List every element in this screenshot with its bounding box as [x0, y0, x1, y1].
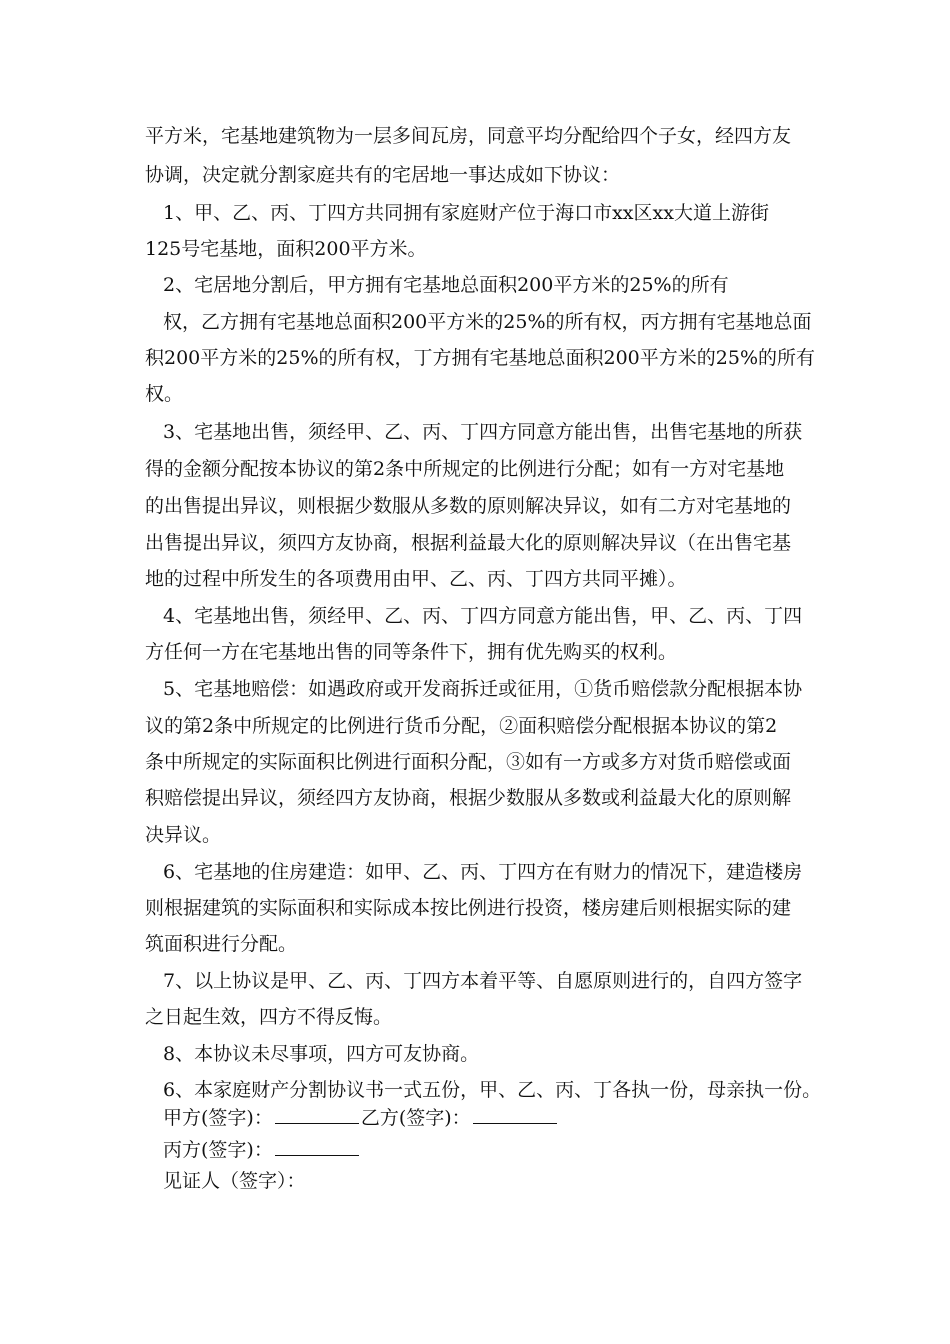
clause-6-line: 6、宅基地的住房建造：如甲、乙、丙、丁四方在有财力的情况下，建造楼房: [163, 861, 803, 883]
clause-4-line: 4、宅基地出售，须经甲、乙、丙、丁四方同意方能出售，甲、乙、丙、丁四: [163, 605, 803, 627]
clause-6-line: 筑面积进行分配。: [145, 933, 298, 955]
clause-3-line: 地的过程中所发生的各项费用由甲、乙、丙、丁四方共同平摊）。: [145, 568, 687, 590]
clause-3-line: 3、宅基地出售，须经甲、乙、丙、丁四方同意方能出售，出售宅基地的所获: [163, 421, 803, 443]
clause-4-line: 方任何一方在宅基地出售的同等条件下，拥有优先购买的权利。: [145, 641, 678, 663]
party-c-signature-blank[interactable]: [275, 1137, 359, 1156]
clause-8-line: 8、本协议未尽事项，四方可友协商。: [163, 1043, 480, 1065]
clause-5-line: 议的第2条中所规定的比例进行货币分配，②面积赔偿分配根据本协议的第2: [145, 715, 778, 737]
clause-2-line: 权，乙方拥有宅基地总面积200平方米的25%的所有权，丙方拥有宅基地总面: [163, 311, 812, 333]
clause-2-line: 积200平方米的25%的所有权，丁方拥有宅基地总面积200平方米的25%的所有: [145, 347, 815, 369]
clause-5-line: 决异议。: [145, 824, 222, 846]
witness-signature-row: [163, 1169, 306, 1193]
clause-6-line: 则根据建筑的实际面积和实际成本按比例进行投资，楼房建后则根据实际的建: [145, 897, 792, 919]
clause-2-line: 2、宅居地分割后，甲方拥有宅基地总面积200平方米的25%的所有: [163, 274, 729, 296]
signature-row-c: [163, 1137, 361, 1162]
paragraph-line: 平方米，宅基地建筑物为一层多间瓦房，同意平均分配给四个子女，经四方友: [145, 125, 792, 147]
party-a-signature-blank[interactable]: [275, 1105, 359, 1124]
witness-signature-label: 见证人（签字）：: [163, 1170, 306, 1192]
clause-5-line: 5、宅基地赔偿：如遇政府或开发商拆迁或征用，①货币赔偿款分配根据本协: [163, 678, 803, 700]
clause-5-line: 条中所规定的实际面积比例进行面积分配，③如有一方或多方对货币赔偿或面: [145, 751, 792, 773]
clause-2-line: 权。: [145, 383, 184, 405]
clause-3-line: 得的金额分配按本协议的第2条中所规定的比例进行分配；如有一方对宅基地: [145, 458, 785, 480]
clause-3-line: 的出售提出异议，则根据少数服从多数的原则解决异议，如有二方对宅基地的: [145, 495, 792, 517]
party-b-signature-label: 乙方(签字)：: [360, 1107, 471, 1129]
paragraph-line: 协调，决定就分割家庭共有的宅居地一事达成如下协议：: [145, 164, 621, 186]
party-b-signature-blank[interactable]: [473, 1105, 557, 1124]
clause-7-line: 之日起生效，四方不得反悔。: [145, 1006, 393, 1028]
clause-3-line: 出售提出异议，须四方友协商，根据利益最大化的原则解决异议（在出售宅基: [145, 532, 792, 554]
clause-1-line: 1、甲、乙、丙、丁四方共同拥有家庭财产位于海口市xx区xx大道上游街: [163, 202, 769, 224]
copies-clause-line: 6、本家庭财产分割协议书一式五份，甲、乙、丙、丁各执一份，母亲执一份。: [163, 1079, 822, 1101]
signature-row-ab: [163, 1105, 559, 1130]
clause-7-line: 7、以上协议是甲、乙、丙、丁四方本着平等、自愿原则进行的，自四方签字: [163, 970, 803, 992]
party-c-signature-label: 丙方(签字)：: [163, 1139, 273, 1161]
clause-5-line: 积赔偿提出异议，须经四方友协商，根据少数服从多数或利益最大化的原则解: [145, 787, 792, 809]
clause-1-line: 125号宅基地，面积200平方米。: [145, 238, 427, 260]
party-a-signature-label: 甲方(签字)：: [163, 1107, 273, 1129]
